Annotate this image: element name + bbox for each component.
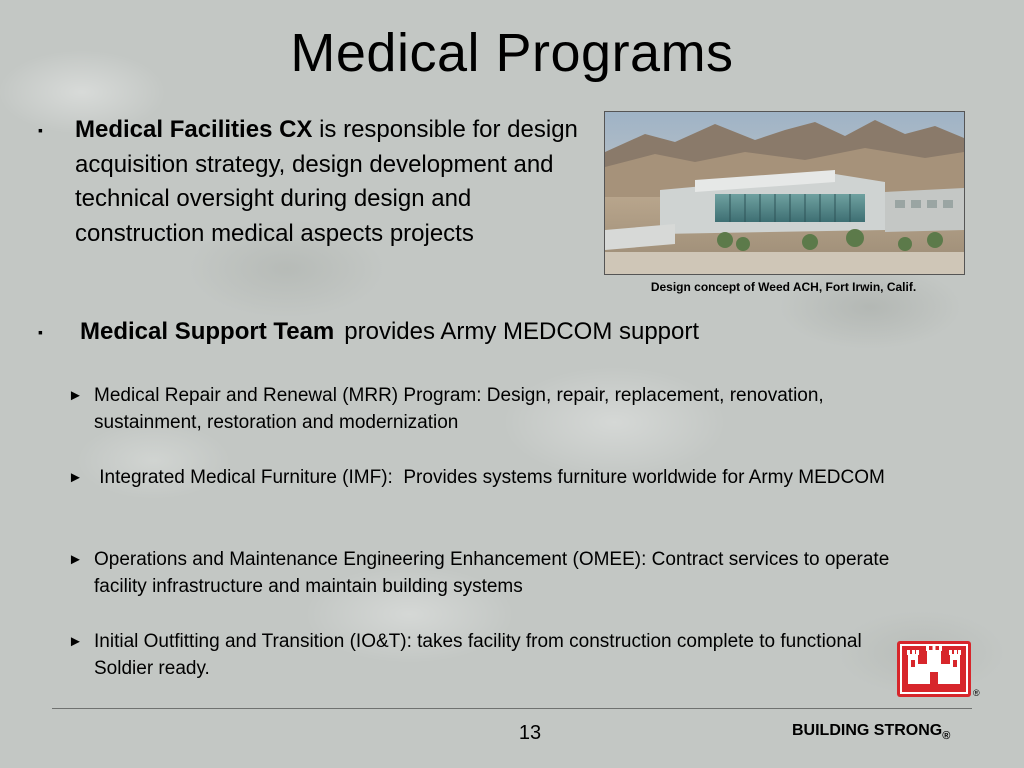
sub-bullet-text: Medical Repair and Renewal (MRR) Program: Design, repair, replacement, renovation, sustainment, restoration and modernization — [94, 385, 824, 433]
arrow-bullet-icon: ► — [68, 551, 83, 568]
bullet-text — [80, 315, 838, 350]
square-bullet-icon: ▪ — [38, 122, 43, 138]
sub-bullet-text: Integrated Medical Furniture (IMF): Provides systems furniture worldwide for Army MEDCOM — [94, 467, 885, 488]
bullet-medical-facilities — [38, 113, 583, 251]
bullet-body: provides Army MEDCOM support — [344, 318, 700, 345]
sub-bullet-text: Operations and Maintenance Engineering Enhancement (OMEE): Contract services to operate facility infrastructure and maintain building systems — [94, 549, 890, 597]
logo-registered-mark: ® — [973, 688, 980, 698]
bullet-bold-label: Medical Support Team — [80, 318, 335, 345]
arrow-bullet-icon: ► — [68, 387, 83, 404]
usace-castle-logo — [896, 640, 972, 698]
arrow-bullet-icon: ► — [68, 633, 83, 650]
footer-brand — [792, 722, 950, 742]
sub-bullet-mrr — [68, 382, 898, 436]
image-caption: Design concept of Weed ACH, Fort Irwin, Calif. — [650, 280, 917, 294]
arrow-bullet-icon: ► — [68, 469, 83, 486]
footer-brand-mark: ® — [942, 730, 951, 742]
bullet-bold-label: Medical Facilities CX — [75, 116, 313, 143]
sub-bullet-iot — [68, 628, 898, 682]
page-number: 13 — [518, 722, 542, 744]
slide-title: Medical Programs — [290, 23, 734, 83]
sub-bullet-omee — [68, 546, 898, 600]
bullet-body: is responsible for design acquisition strategy, design development and technical oversight during design and construction medical aspects projects — [75, 116, 578, 247]
sub-bullet-text: Initial Outfitting and Transition (IO&T): takes facility from construction complete to functional Soldier ready. — [94, 631, 862, 679]
bullet-medical-support-team — [38, 315, 838, 350]
building-concept-image — [604, 111, 965, 275]
square-bullet-icon: ▪ — [38, 324, 43, 340]
bullet-text — [75, 113, 583, 251]
sub-bullet-imf — [68, 464, 898, 491]
footer-divider — [52, 708, 972, 709]
footer-brand-text: BUILDING STRONG — [792, 722, 943, 739]
